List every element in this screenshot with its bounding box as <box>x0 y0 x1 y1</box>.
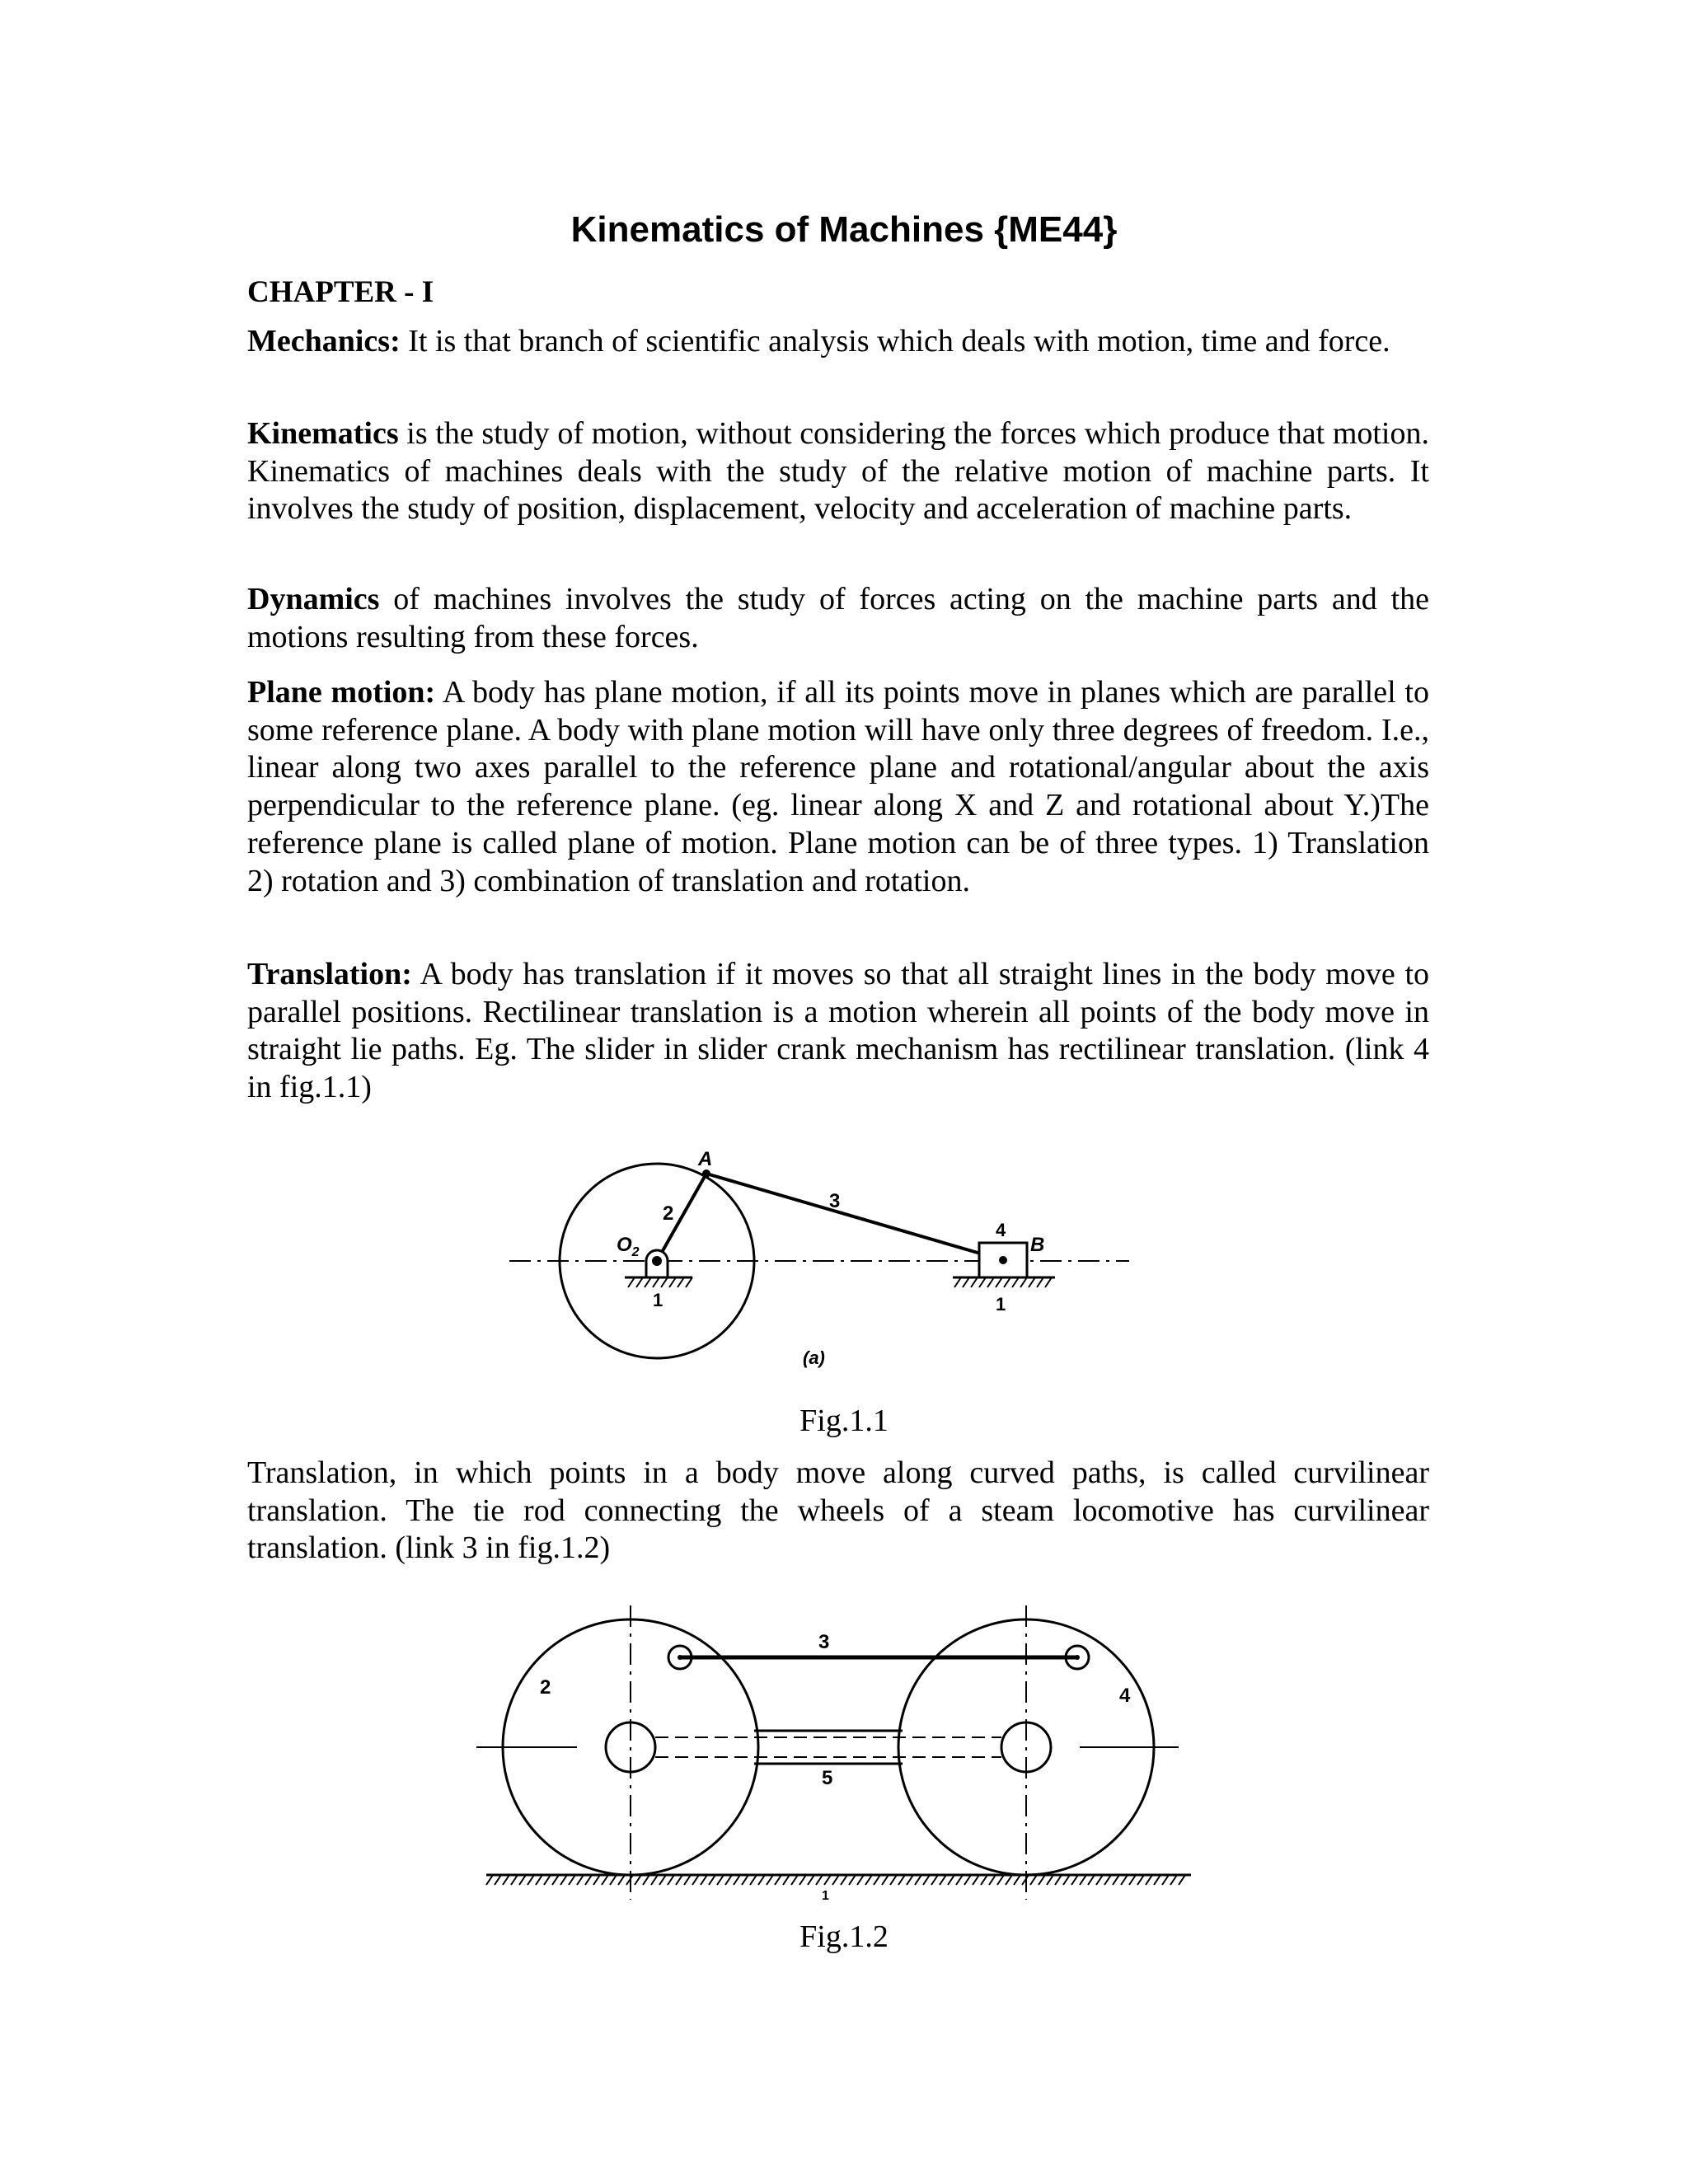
label-link-1-ground: 1 <box>822 1889 829 1903</box>
text-translation: A body has translation if it moves so that all straight lines in the body move to parallel positions. Rectilinear translation is a motion wherein all points of the body move in straight lie paths. Eg. The slider in slider crank mechanism has rectilinear translation. (link 4 in fig.1.1) <box>247 957 1429 1105</box>
label-link-4: 4 <box>996 1220 1006 1240</box>
joint-a <box>702 1169 710 1178</box>
label-a: A <box>698 1148 713 1170</box>
term-mechanics: Mechanics: <box>247 324 401 359</box>
label-ground-left: 1 <box>653 1290 663 1310</box>
label-subfigure-a: (a) <box>803 1347 825 1368</box>
paragraph-kinematics <box>247 415 1429 528</box>
label-link-4-wheel: 4 <box>1119 1685 1131 1707</box>
document-title: Kinematics of Machines {ME44} <box>570 209 1118 250</box>
chapter-heading: CHAPTER - I <box>247 275 434 309</box>
term-kinematics: Kinematics <box>247 416 399 451</box>
paragraph-curvilinear <box>247 1455 1429 1568</box>
paragraph-translation <box>247 956 1429 1107</box>
figure-1-caption: Fig.1.1 <box>799 1404 889 1438</box>
text-plane-motion: A body has plane motion, if all its points move in planes which are parallel to some reference plane. A body with plane motion will have only three degrees of freedom. I.e., linear along two axes parallel to the reference plane and rotational/angular about the axis perpendicular to the reference plane. (eg. linear along X and Z and rotational about Y.)The reference plane is called plane of motion. Plane motion can be of three types. 1) Translation 2) rotation and 3) combination of translation and rotation. <box>247 675 1429 898</box>
joint-o2 <box>652 1256 662 1266</box>
label-link-2-wheel: 2 <box>540 1676 551 1699</box>
paragraph-dynamics <box>247 581 1429 656</box>
joint-b <box>999 1256 1007 1264</box>
figure-locomotive-wheels <box>470 1599 1212 1912</box>
label-link-2: 2 <box>663 1202 674 1225</box>
paragraph-mechanics <box>247 323 1429 361</box>
label-o2-sub: 2 <box>631 1245 640 1259</box>
term-dynamics: Dynamics <box>247 582 380 616</box>
text-mechanics: It is that branch of scientific analysis which deals with motion, time and force. <box>400 324 1390 359</box>
term-translation: Translation: <box>247 957 412 991</box>
figure-slider-crank <box>495 1146 1137 1393</box>
pin-left-center <box>678 1655 682 1660</box>
label-link-3-rod: 3 <box>818 1631 830 1653</box>
label-o2 <box>617 1234 640 1259</box>
ground-left-hatch <box>628 1277 692 1287</box>
label-ground-right: 1 <box>996 1294 1006 1315</box>
connecting-rod-link-3 <box>706 1174 1003 1260</box>
text-dynamics: of machines involves the study of forces acting on the machine parts and the motions resulting from these forces. <box>247 582 1429 654</box>
figure-2-caption: Fig.1.2 <box>799 1919 889 1954</box>
ground-rail-hatch <box>486 1875 1185 1885</box>
pin-right-center <box>1075 1655 1080 1660</box>
label-b: B <box>1030 1234 1045 1256</box>
ground-right-hatch <box>954 1277 1052 1287</box>
label-link-5-frame: 5 <box>822 1767 833 1789</box>
paragraph-plane-motion <box>247 674 1429 900</box>
text-kinematics: is the study of motion, without considering the forces which produce that motion. Kinematics of machines deals with the study of the relative motion of machine parts. It involves the study of position, displacement, velocity and acceleration of machine parts. <box>247 416 1429 527</box>
label-link-3: 3 <box>829 1190 841 1212</box>
term-plane-motion: Plane motion: <box>247 675 436 710</box>
text-curvilinear: Translation, in which points in a body move along curved paths, is called curvilinear translation. The tie rod connecting the wheels of a steam locomotive has curvilinear translation. (link 3 in fig.1.2) <box>247 1455 1429 1566</box>
label-o2-main: O <box>617 1234 632 1256</box>
